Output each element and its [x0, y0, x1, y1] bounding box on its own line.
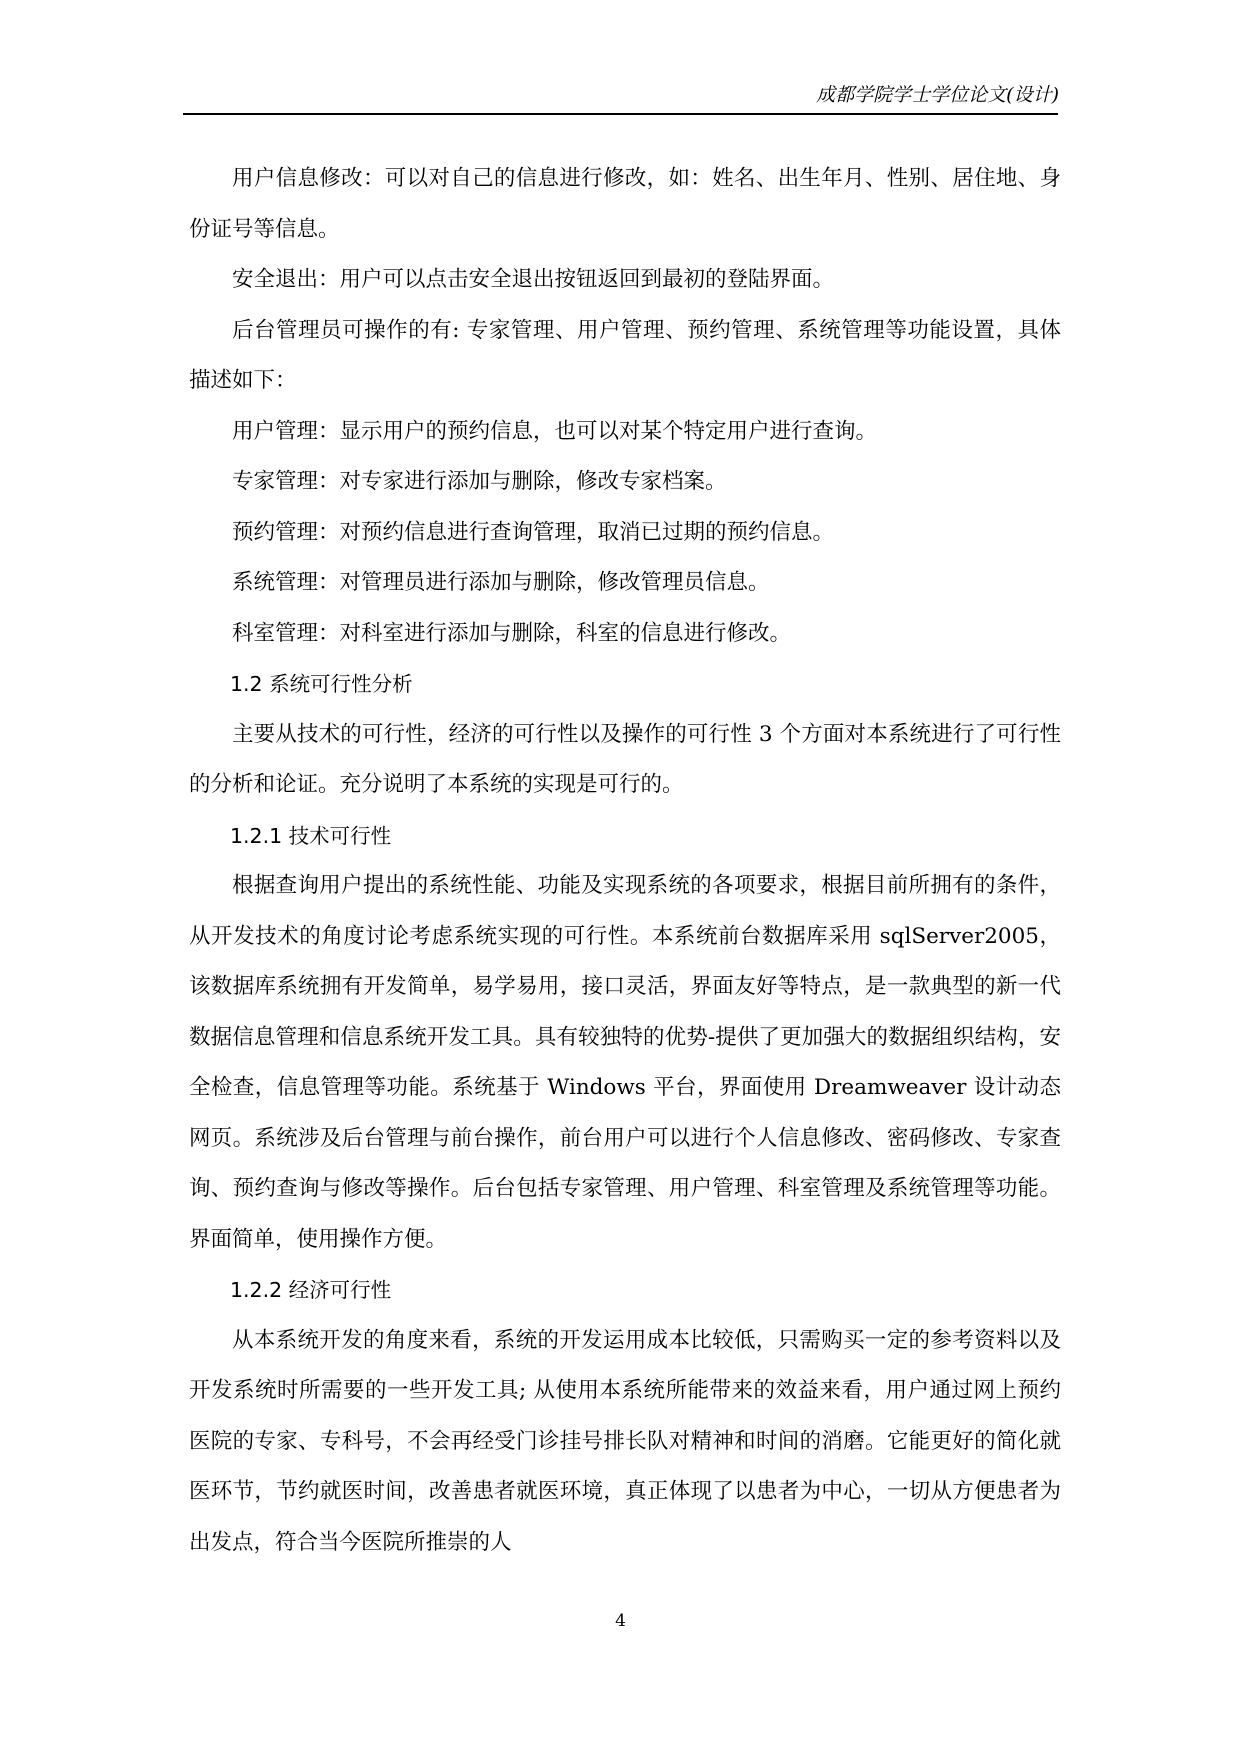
paragraph-feasibility-intro: 主要从技术的可行性，经济的可行性以及操作的可行性 3 个方面对本系统进行了可行性的分析和论证。充分说明了本系统的实现是可行的。: [189, 721, 1061, 797]
paragraph-user-info-edit: 用户信息修改：可以对自己的信息进行修改，如：姓名、出生年月、性别、居住地、身份证号等信息。: [189, 166, 1061, 242]
paragraph-economic-feasibility: 从本系统开发的角度来看，系统的开发运用成本比较低，只需购买一定的参考资料以及开发系统时所需要的一些开发工具; 从使用本系统所能带来的效益来看，用户通过网上预约医院的专家、专科号，不会再经受门诊挂号排长队对精神和时间的消磨。它能更好的简化就医环节，节约就医时间，改善患者就医环境，真正体现了以患者为中心，一切从方便患者为出发点，符合当今医院所推崇的人: [189, 1327, 1061, 1555]
paragraph-admin-functions: 后台管理员可操作的有: 专家管理、用户管理、预约管理、系统管理等功能设置，具体描述如下：: [189, 317, 1061, 393]
section-heading-1-2: 1.2 系统可行性分析: [230, 672, 413, 696]
paragraph-department-management: 科室管理：对科室进行添加与删除，科室的信息进行修改。: [232, 620, 792, 646]
paragraph-expert-management: 专家管理：对专家进行添加与删除，修改专家档案。: [232, 469, 727, 494]
running-header: 成都学院学士学位论文(设计): [816, 84, 1059, 106]
paragraph-system-management: 系统管理：对管理员进行添加与删除，修改管理员信息。: [232, 570, 770, 595]
section-heading-1-2-2: 1.2.2 经济可行性: [230, 1278, 392, 1302]
page-number: 4: [615, 1611, 626, 1631]
paragraph-appointment-management: 预约管理：对预约信息进行查询管理，取消已过期的预约信息。: [232, 519, 835, 545]
paragraph-safe-exit: 安全退出：用户可以点击安全退出按钮返回到最初的登陆界面。: [232, 267, 835, 292]
header-rule: [183, 113, 1058, 115]
paragraph-user-management: 用户管理：显示用户的预约信息，也可以对某个特定用户进行查询。: [232, 418, 878, 444]
page-body: [189, 154, 1061, 1568]
section-heading-1-2-1: 1.2.1 技术可行性: [230, 823, 392, 848]
paragraph-technical-feasibility: 根据查询用户提出的系统性能、功能及实现系统的各项要求，根据目前所拥有的条件，从开发技术的角度讨论考虑系统实现的可行性。本系统前台数据库采用 sqlServer2005，该数据库系统拥有开发简单，易学易用，接口灵活，界面友好等特点，是一款典型的新一代数据信息管理和信息系统开发工具。具有较独特的优势-提供了更加强大的数据组织结构，安全检查，信息管理等功能。系统基于 Windows 平台，界面使用 Dreamweaver 设计动态网页。系统涉及后台管理与前台操作，前台用户可以进行个人信息修改、密码修改、专家查询、预约查询与修改等操作。后台包括专家管理、用户管理、科室管理及系统管理等功能。界面简单，使用操作方便。: [189, 873, 1061, 1252]
